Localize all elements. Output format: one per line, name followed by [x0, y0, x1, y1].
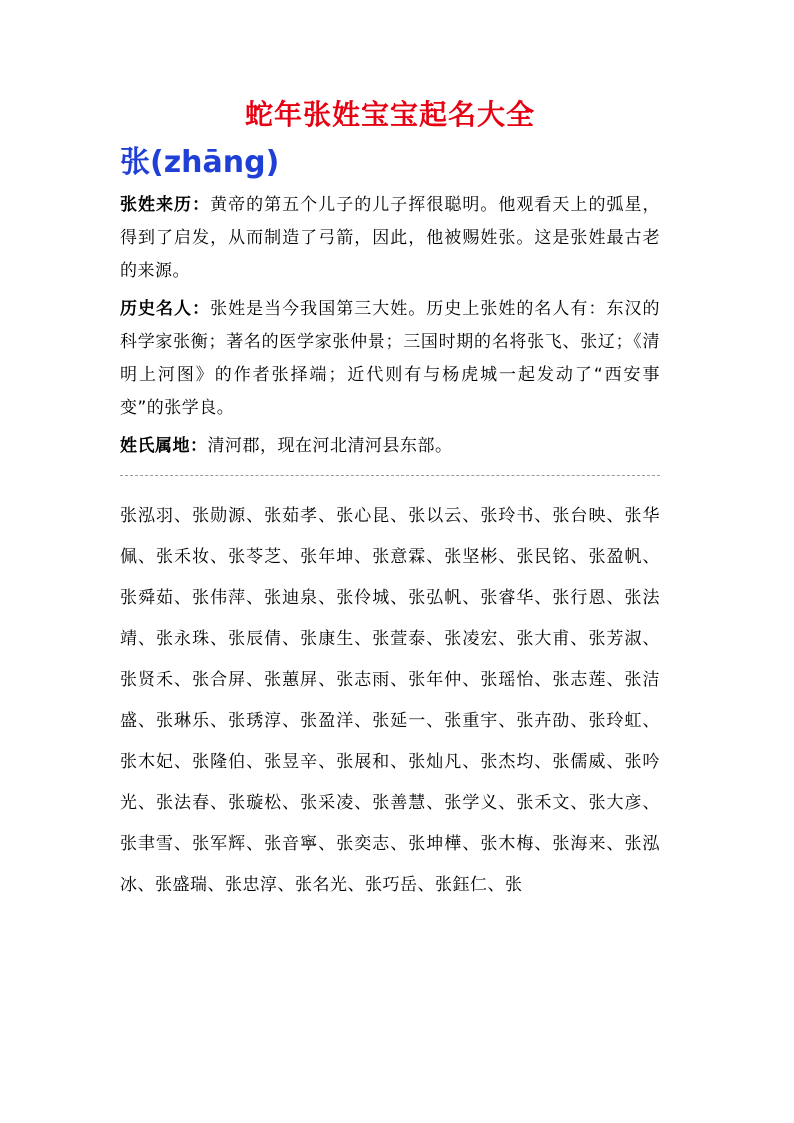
- origin-label: 张姓来历：: [120, 195, 211, 215]
- origin-text: 黄帝的第五个儿子的儿子挥很聪明。他观看天上的弧星，得到了启发，从而制造了弓箭，因此，他被赐姓张。这是张姓最古老的来源。: [120, 195, 661, 281]
- origin-place-paragraph: [120, 430, 660, 463]
- famous-people-paragraph: [120, 293, 660, 425]
- dashed-divider: [120, 475, 660, 476]
- origin-paragraph: [120, 189, 660, 288]
- document-title: 蛇年张姓宝宝起名大全: [244, 98, 535, 131]
- document-page: [120, 95, 660, 906]
- famous-people-text: 张姓是当今我国第三大姓。历史上张姓的名人有：东汉的科学家张衡；著名的医学家张仲景；三国时期的名将张飞、张辽；《清明上河图》的作者张择端；近代则有与杨虎城一起发动了“西安事变”的张学良。: [120, 299, 661, 418]
- names-list: 张泓羽、张勋源、张茹孝、张心昆、张以云、张玲书、张台映、张华佩、张禾妆、张苓芝、张年坤、张意霖、张坚彬、张民铭、张盈帆、张舜茹、张伟萍、张迪泉、张伶城、张弘帆、张睿华、张行恩、张法靖、张永珠、张辰倩、张康生、张萱泰、张凌宏、张大甫、张芳淑、张贤禾、张合屏、张蕙屏、张志雨、张年仲、张瑶怡、张志莲、张洁盛、张琳乐、张琇淳、张盈洋、张延一、张重宇、张卉劭、张玲虹、张木妃、张隆伯、张昱辛、张展和、张灿凡、张杰均、张儒威、张吟光、张法春、张璇松、张采凌、张善慧、张学义、张禾文、张大彦、张聿雪、张军辉、张音寧、张奕志、张坤樺、张木梅、张海来、张泓冰、张盛瑞、张忠淳、张名光、张巧岳、张鈺仁、张: [120, 506, 660, 895]
- surname-heading: 张(zhāng): [120, 145, 280, 180]
- origin-place-text: 清河郡，现在河北清河县东部。: [207, 436, 453, 456]
- origin-place-label: 姓氏属地：: [120, 436, 208, 456]
- famous-people-label: 历史名人：: [120, 299, 211, 319]
